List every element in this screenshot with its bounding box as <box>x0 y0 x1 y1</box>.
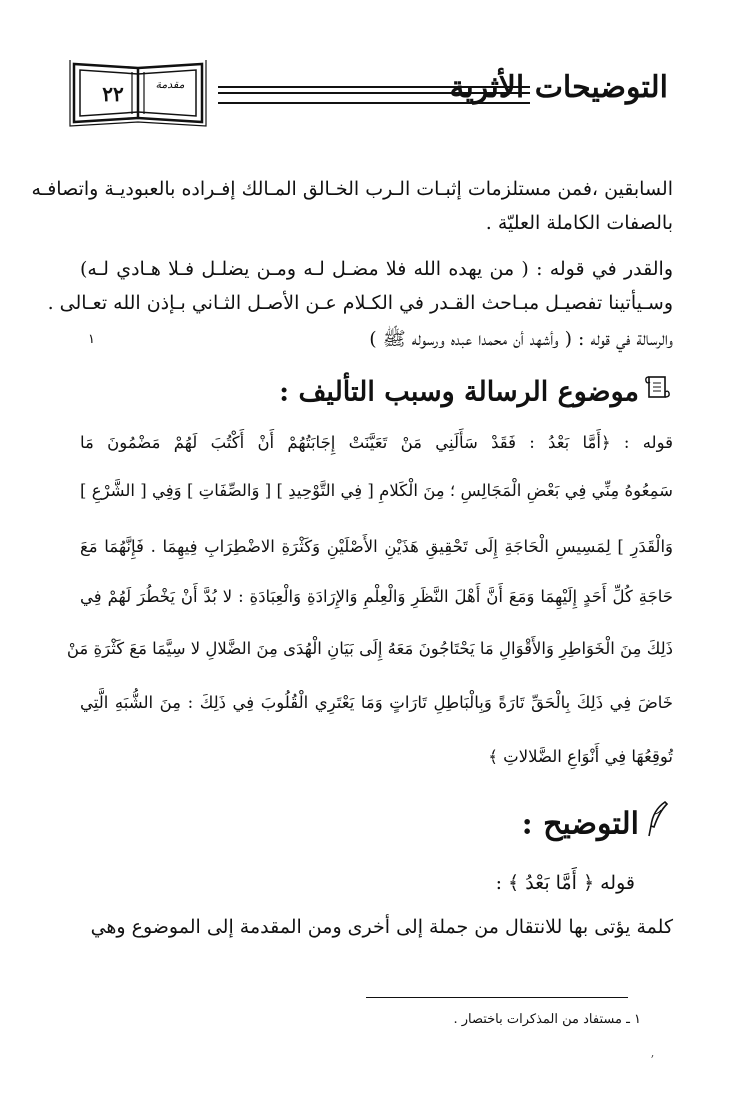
quote-line: سَمِعُوهُ مِنِّي فِي بَعْضِ الْمَجَالِسِ ؛ مِنَ الْكَلامِ [ فِي التَّوْحِيدِ ] [ وَالصِّفَاتِ ] وَفِي [ الشَّرْعِ ] <box>80 481 673 500</box>
page-header <box>68 56 668 128</box>
quote-line: حَاجَةِ كُلِّ أَحَدٍ إِلَيْهِمَا وَمَعَ أَنَّ أَهْلَ النَّظَرِ وَالْعِلْمِ وَالإِرَادَةِ وَالْعِبَادَةِ : لا بُدَّ أَنْ يَخْطُرَ لَهُمْ فِي <box>80 587 673 606</box>
footnote-marker: ١ <box>88 332 95 347</box>
page-corner-mark: ʼ <box>650 1053 654 1067</box>
paragraph-line: والقدر في قوله : ( من يهده الله فلا مضـل لـه ومـن يضلـل فـلا هـادي لـه) <box>80 258 673 280</box>
explanation-line: كلمة يؤتى بها للانتقال من جملة إلى أخرى ومن المقدمة إلى الموضوع وهي <box>90 916 673 938</box>
quote-line: وَالْقَدَرِ ] لِمَسِيسِ الْحَاجَةِ إِلَى تَحْقِيقِ هَذَيْنِ الأَصْلَيْنِ وَكَثْرَةِ الاضْطِرَابِ فِيهِمَا . فَإِنَّهُمَا مَعَ <box>80 537 673 556</box>
page-number: ٢٢ <box>102 82 124 106</box>
explanation-line: قوله ﴿ أَمَّا بَعْدُ ﴾ : <box>495 872 635 894</box>
quill-pen-icon <box>645 800 671 851</box>
section-tag: مقدمة <box>155 78 185 91</box>
quote-line: ذَلِكَ مِنَ الْخَوَاطِرِ وَالأَقْوَالِ مَا يَحْتَاجُونَ مَعَهُ إِلَى بَيَانِ الْهُدَى مِنَ الضَّلالِ لا سِيَّمَا مَعَ كَثْرَةِ مَنْ <box>66 639 673 658</box>
paragraph-line: وسـيأتينا تفصيـل مبـاحث القـدر في الكـلام عـن الأصـل الثـاني بـإذن الله تعـالى . <box>47 292 673 314</box>
footnote-rule <box>366 997 628 998</box>
paragraph-line: والرسالة في قوله : ( وأشهد أن محمدا عبده ورسوله ﷺ ) <box>369 328 673 350</box>
quote-line: خَاضَ فِي ذَلِكَ بِالْحَقِّ تَارَةً وَبِالْبَاطِلِ تَارَاتٍ وَمَا يَعْتَرِي الْقُلُوبَ فِي ذَلِكَ : مِنَ الشُّبَهِ الَّتِي <box>80 693 673 712</box>
paragraph-line: السابقين ،فمن مستلزمات إثبـات الـرب الخـالق المـالك إفـراده بالعبوديـة واتصافـه <box>31 178 673 200</box>
quote-line: قوله : ﴿أَمَّا بَعْدُ : فَقَدْ سَأَلَنِي مَنْ تَعَيَّنَتْ إِجَابَتُهُمْ أَنْ أَكْتُبَ لَهُمْ مَضْمُونَ مَا <box>80 433 673 452</box>
quote-line: تُوقِعُهَا فِي أَنْوَاعِ الضَّلالاتِ ﴾ <box>488 747 673 766</box>
scroll-icon <box>645 372 671 414</box>
paragraph-line: بالصفات الكاملة العليّة . <box>485 212 673 234</box>
explanation-heading <box>522 800 671 851</box>
footnote-text: ١ ـ مستفاد من المذكرات باختصار . <box>453 1012 641 1027</box>
running-title: التوضيحات الأثرية <box>449 70 668 105</box>
section-heading <box>279 372 671 414</box>
section-heading-text: موضوع الرسالة وسبب التأليف : <box>279 376 639 408</box>
header-rule <box>218 86 530 104</box>
explanation-heading-text: التوضيح : <box>521 806 639 842</box>
open-book-frame-icon <box>68 56 208 128</box>
